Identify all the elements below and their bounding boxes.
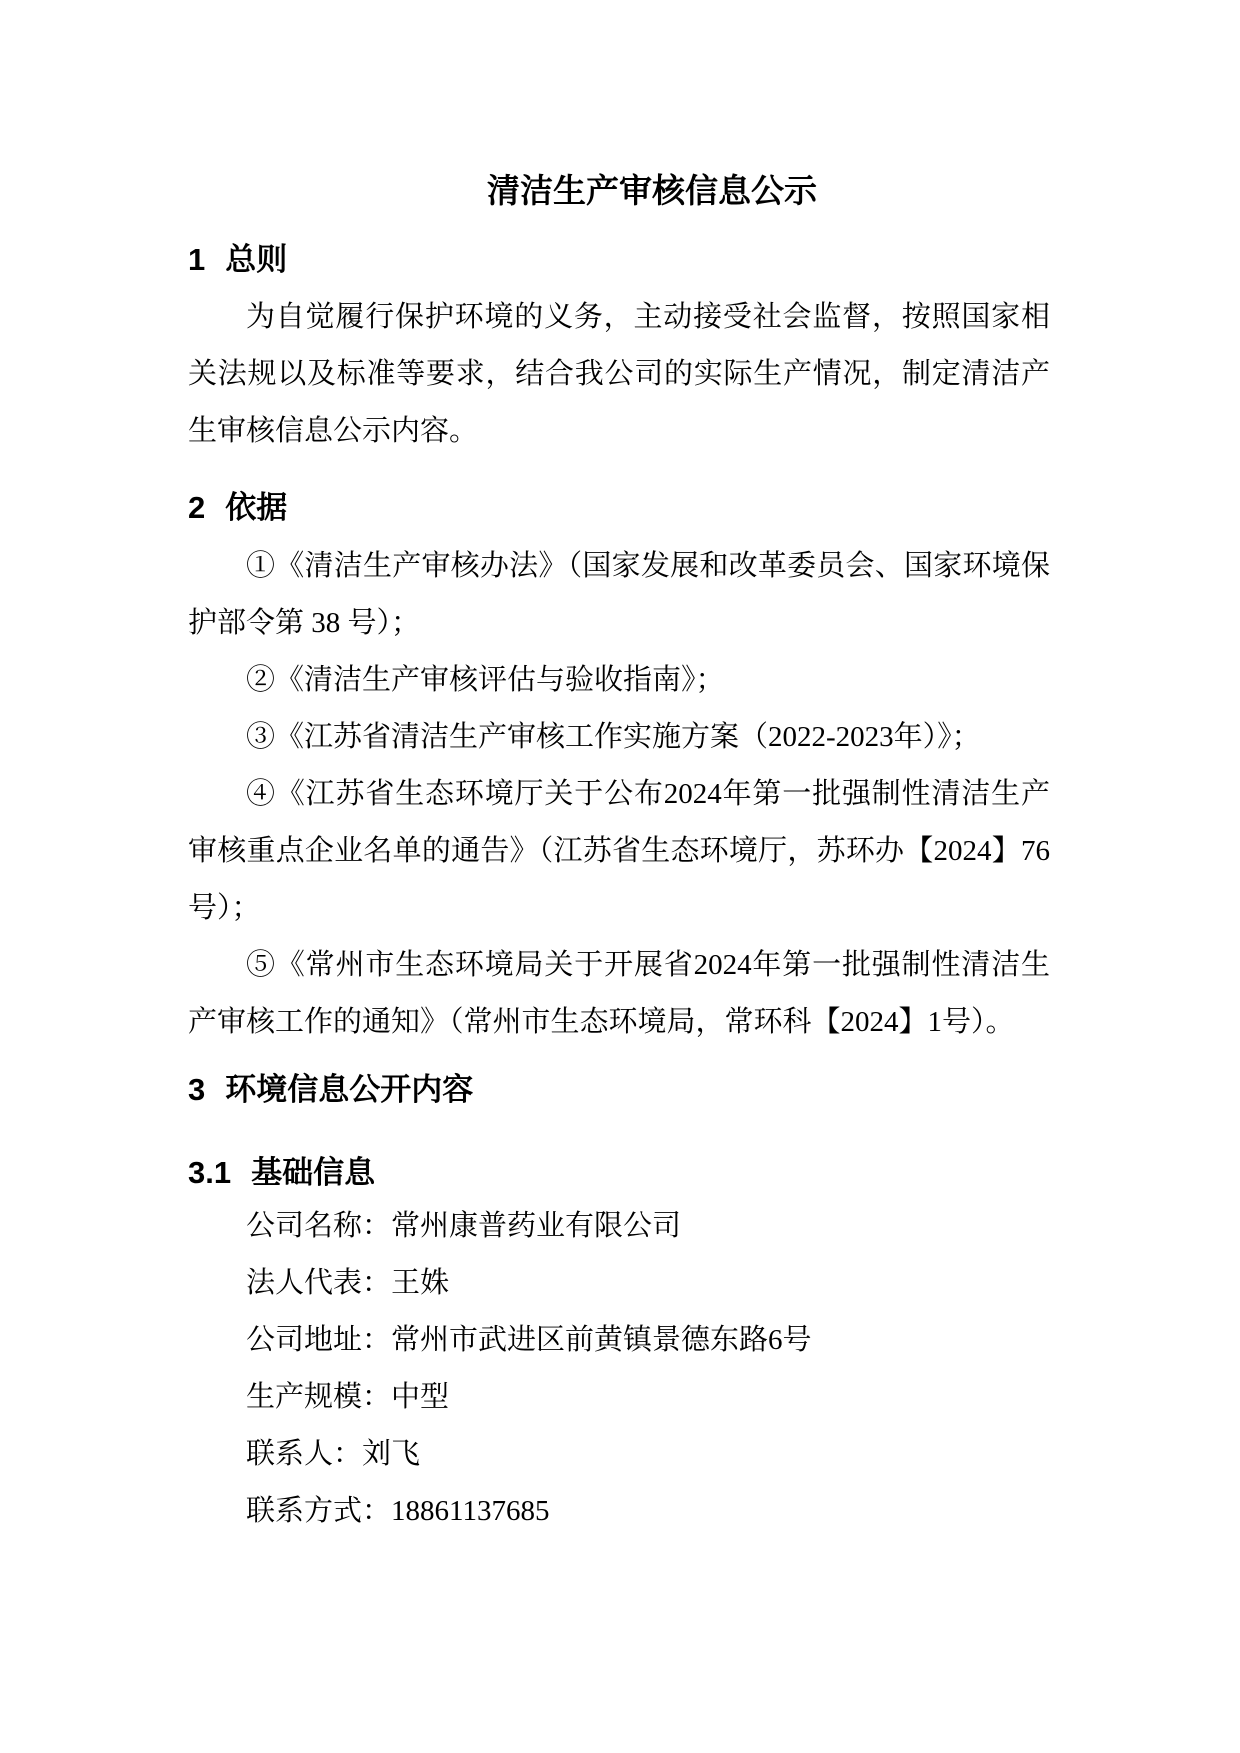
info-label: 生产规模：	[246, 1381, 392, 1413]
info-value: 刘飞	[362, 1438, 421, 1470]
info-label: 联系方式：	[246, 1495, 392, 1527]
reference-item-2: ②《清洁生产审核评估与验收指南》；	[246, 664, 725, 696]
section-1-number: 1	[188, 242, 206, 277]
reference-item-1: ①《清洁生产审核办法》（国家发展和改革委员会、国家环境保护部令第 38 号）；	[188, 550, 1050, 639]
section-1-paragraph: 为自觉履行保护环境的义务，主动接受社会监督，按照国家相关法规以及标准等要求，结合我公司的实际生产情况，制定清洁产生审核信息公示内容。	[188, 301, 1050, 447]
info-line-contact-phone	[188, 1483, 1050, 1540]
info-line-company-name	[188, 1198, 1050, 1255]
section-3-number: 3	[188, 1072, 206, 1107]
section-3-1-number: 3.1	[188, 1155, 232, 1190]
info-label: 法人代表：	[246, 1267, 392, 1299]
info-label: 联系人：	[246, 1438, 363, 1470]
reference-item-4: ④《江苏省生态环境厅关于公布2024年第一批强制性清洁生产审核重点企业名单的通告》（江苏省生态环境厅，苏环办【2024】76号）；	[188, 778, 1050, 924]
info-label: 公司名称：	[246, 1210, 392, 1242]
info-value: 常州市武进区前黄镇景德东路6号	[391, 1324, 812, 1356]
info-line-company-address	[188, 1312, 1050, 1369]
info-value: 18861137685	[391, 1495, 550, 1527]
info-line-contact-person	[188, 1426, 1050, 1483]
section-2-number: 2	[188, 490, 206, 525]
section-3-heading	[188, 1070, 1050, 1110]
section-1-heading	[188, 240, 1050, 280]
info-value: 中型	[391, 1381, 450, 1413]
section-3-title: 环境信息公开内容	[225, 1072, 474, 1107]
section-1-title: 总则	[225, 242, 288, 277]
reference-item-3: ③《江苏省清洁生产审核工作实施方案（2022-2023年）》；	[246, 721, 981, 753]
info-line-production-scale	[188, 1369, 1050, 1426]
section-3-1-heading	[188, 1153, 1050, 1193]
section-2-title: 依据	[225, 490, 288, 525]
info-value: 王姝	[391, 1267, 450, 1299]
section-3-1-title: 基础信息	[251, 1155, 376, 1190]
section-2-heading	[188, 488, 1050, 528]
reference-item-5: ⑤《常州市生态环境局关于开展省2024年第一批强制性清洁生产审核工作的通知》（常州市生态环境局，常环科【2024】1号）。	[188, 949, 1050, 1038]
info-line-legal-representative	[188, 1255, 1050, 1312]
info-value: 常州康普药业有限公司	[391, 1210, 682, 1242]
info-label: 公司地址：	[246, 1324, 392, 1356]
document-title: 清洁生产审核信息公示	[487, 172, 817, 209]
